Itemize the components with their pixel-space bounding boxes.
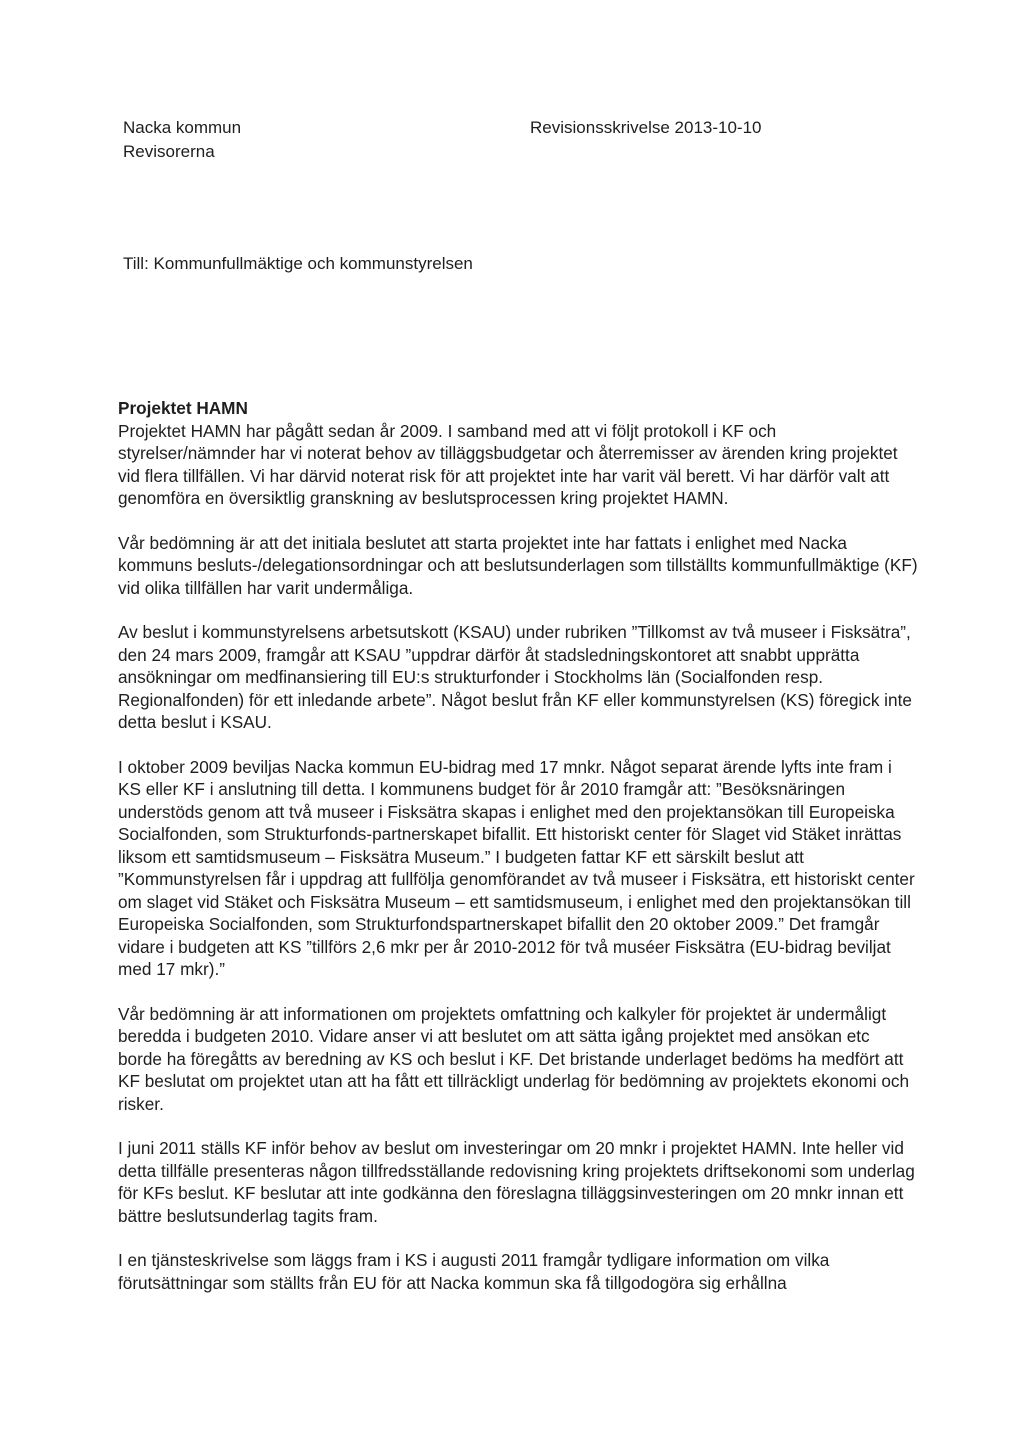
body-paragraph: I oktober 2009 beviljas Nacka kommun EU-bidrag med 17 mnkr. Något separat ärende lyfts inte fram i KS eller KF i anslutning till detta. I kommunens budget för år 2010 framgår att: ”Besöksnäringen understöds genom att två museer i Fisksätra skapas i enlighet med den projektansökan till Europeiska Socialfonden, som Strukturfonds-partnerskapet bifallit. Ett historiskt center för Slaget vid Stäket inrättas liksom ett samtidsmuseum – Fisksätra Museum.” I budgeten fattar KF ett särskilt beslut att ”Kommunstyrelsen får i uppdrag att fullfölja genomförandet av två museer i Fisksätra, ett historiskt center om slaget vid Stäket och Fisksätra Museum – ett samtidsmuseum, i enlighet med den projektansökan till Europeiska Socialfonden, som Strukturfondspartnerskapet bifallit den 20 oktober 2009.” Det framgår vidare i budgeten att KS ”tillförs 2,6 mkr per år 2010-2012 för två muséer Fisksätra (EU-bidrag beviljat med 17 mkr).” bbox=[118, 756, 915, 979]
body-paragraph: I juni 2011 ställs KF inför behov av beslut om investeringar om 20 mnkr i projektet HAMN. Inte heller vid detta tillfälle presenteras någon tillfredsställande redovisning kring projektets driftsekonomi som underlag för KFs beslut. KF beslutar att inte godkänna den föreslagna tilläggsinvesteringen om 20 mnkr innan ett bättre beslutsunderlag tagits fram. bbox=[118, 1138, 915, 1226]
document-body bbox=[118, 397, 918, 1316]
org-unit: Revisorerna bbox=[123, 142, 215, 161]
org-name: Nacka kommun bbox=[123, 118, 242, 137]
body-paragraph: Vår bedömning är att informationen om projektets omfattning och kalkyler för projektet är undermåligt beredda i budgeten 2010. Vidare anser vi att beslutet om att sätta igång projektet med ansökan etc borde ha föregåtts av beredning av KS och beslut i KF. Det bristande underlaget bedöms ha medfört att KF beslutat om projektet utan att ha fått ett tillräckligt underlag för bedömning av projektets ekonomi och risker. bbox=[118, 1003, 910, 1114]
body-paragraph: Projektet HAMN har pågått sedan år 2009. I samband med att vi följt protokoll i KF och styrelser/nämnder har vi noterat behov av tilläggsbudgetar och återremisser av ärenden kring projektet vid flera tillfällen. Vi har därvid noterat risk för att projektet inte har varit väl berett. Vi har därför valt att genomföra en översiktlig granskning av beslutsprocessen kring projektet HAMN. bbox=[118, 420, 898, 508]
sender-block bbox=[123, 116, 241, 164]
recipient-line: Till: Kommunfullmäktige och kommunstyrelsen bbox=[123, 254, 473, 273]
section-title: Projektet HAMN bbox=[118, 398, 248, 418]
body-paragraph: Vår bedömning är att det initiala beslutet att starta projektet inte har fattats i enlighet med Nacka kommuns besluts-/delegationsordningar och att beslutsunderlagen som tillställts kommunfullmäktige (KF) vid olika tillfällen har varit undermåliga. bbox=[118, 532, 918, 598]
body-paragraph: I en tjänsteskrivelse som läggs fram i KS i augusti 2011 framgår tydligare information om vilka förutsättningar som ställts från EU för att Nacka kommun ska få tillgodogöra sig erhållna bbox=[118, 1250, 830, 1293]
body-paragraph: Av beslut i kommunstyrelsens arbetsutskott (KSAU) under rubriken ”Tillkomst av två museer i Fisksätra”, den 24 mars 2009, framgår att KSAU ”uppdrar därför åt stadsledningskontoret att snabbt upprätta ansökningar om medfinansiering till EU:s strukturfonder i Stockholms län (Socialfonden resp. Regionalfonden) för ett inledande arbete”. Något beslut från KF eller kommunstyrelsen (KS) föregick inte detta beslut i KSAU. bbox=[118, 622, 912, 732]
document-reference: Revisionsskrivelse 2013-10-10 bbox=[530, 118, 762, 137]
